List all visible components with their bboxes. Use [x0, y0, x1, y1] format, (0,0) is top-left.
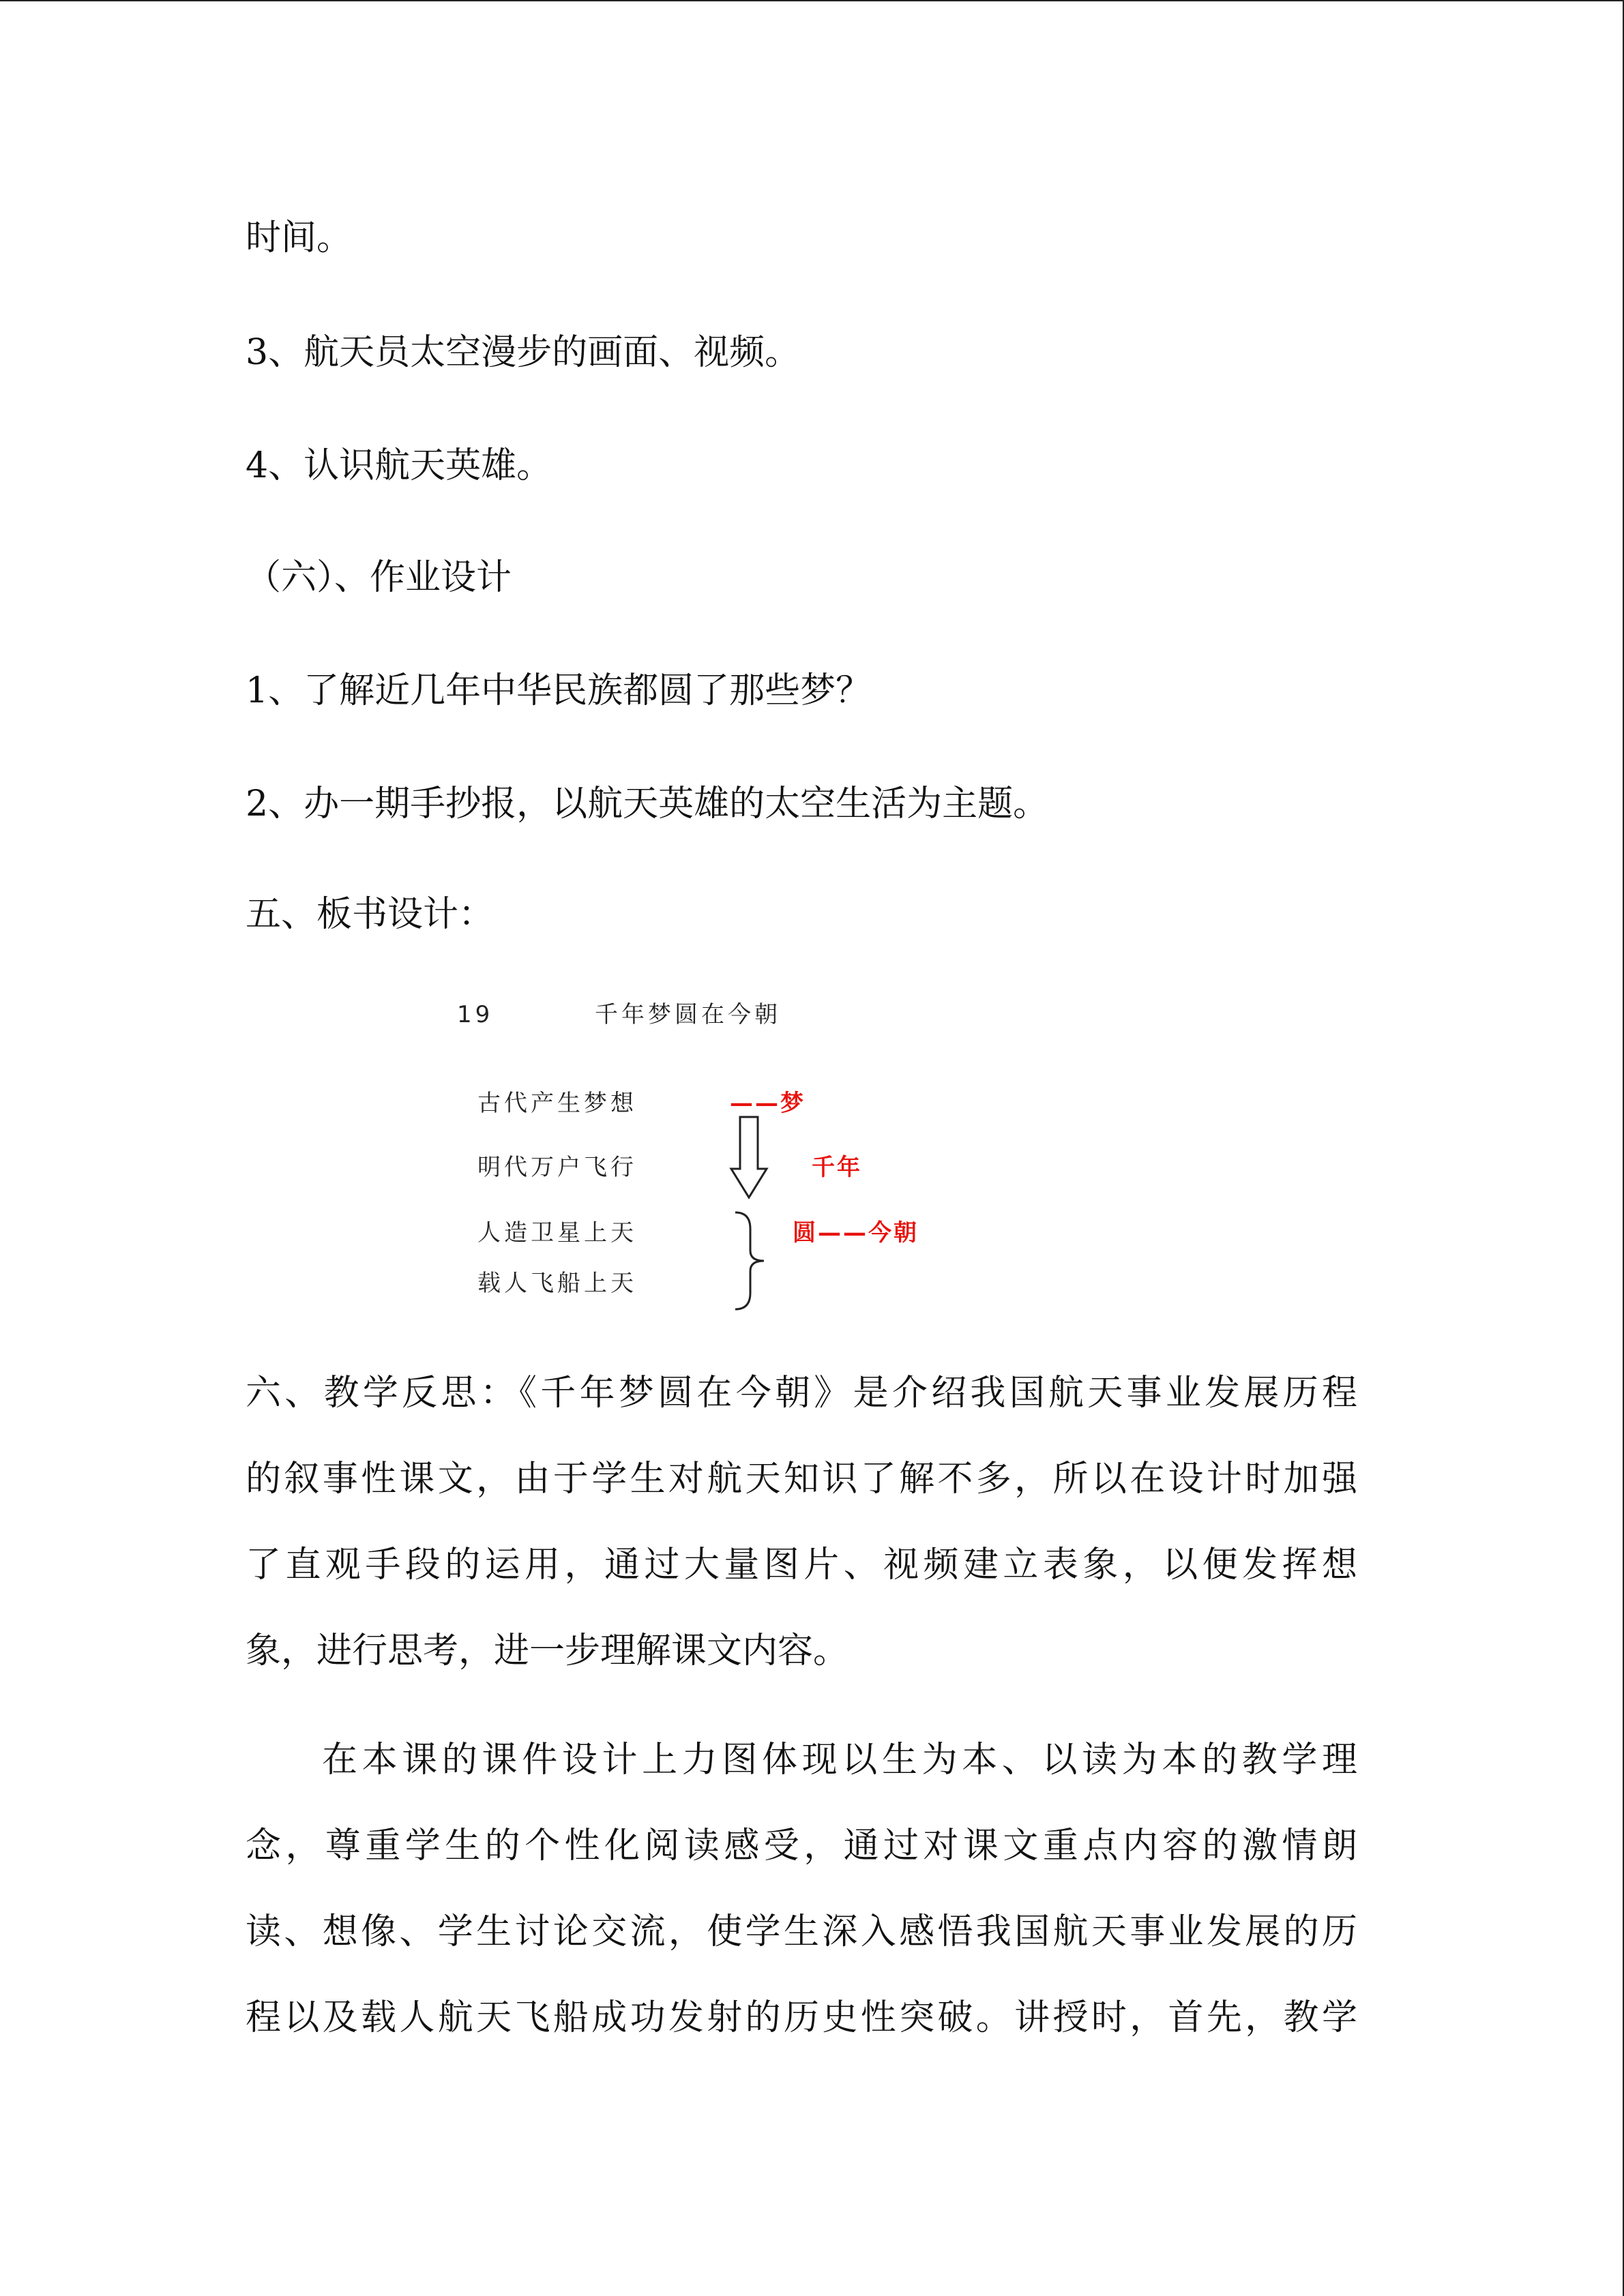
section-heading-homework: （六）、作业设计 [246, 557, 512, 598]
reflection-line-1: 六、教学反思：《千年梦圆在今朝》是介绍我国航天事业发展历程 [246, 1373, 1357, 1414]
text-line-item-3: 3、航天员太空漫步的画面、视频。 [246, 332, 801, 373]
board-row-ming-flight: 明代万户飞行 [477, 1154, 637, 1181]
board-label-thousand-years: 千年 [812, 1154, 862, 1181]
text-line-time: 时间。 [246, 218, 353, 258]
text-line-homework-2: 2、办一期手抄报，以航天英雄的太空生活为主题。 [246, 784, 1049, 824]
board-row-ancient-dream: 古代产生梦想 [477, 1090, 637, 1117]
board-label-fulfilled-today: 圆——今朝 [793, 1219, 919, 1247]
board-row-satellite: 人造卫星上天 [477, 1219, 637, 1247]
board-title: 千年梦圆在今朝 [595, 1001, 781, 1028]
reflection-line-3: 了直观手段的运用，通过大量图片、视频建立表象，以便发挥想 [246, 1545, 1357, 1585]
board-row-manned-spacecraft: 载人飞船上天 [477, 1270, 637, 1297]
reflection-line-4: 象，进行思考，进一步理解课文内容。 [246, 1630, 849, 1671]
down-arrow-icon [728, 1116, 769, 1200]
right-brace-icon [731, 1210, 772, 1312]
text-line-item-4: 4、认识航天英雄。 [246, 445, 552, 486]
board-lesson-number: 19 [457, 1001, 494, 1028]
section-heading-board-design: 五、板书设计： [246, 894, 494, 935]
board-design-diagram [443, 982, 1057, 1309]
paragraph2-line-3: 读、想像、学生讨论交流，使学生深入感悟我国航天事业发展的历 [246, 1911, 1357, 1952]
reflection-line-2: 的叙事性课文，由于学生对航天知识了解不多，所以在设计时加强 [246, 1459, 1357, 1500]
text-line-homework-1: 1、了解近几年中华民族都圆了那些梦？ [246, 670, 872, 711]
paragraph2-line-1: 在本课的课件设计上力图体现以生为本、以读为本的教学理 [322, 1740, 1357, 1780]
paragraph2-line-2: 念，尊重学生的个性化阅读感受，通过对课文重点内容的激情朗 [246, 1825, 1357, 1866]
board-label-dream: ——梦 [730, 1090, 806, 1117]
paragraph2-line-4: 程以及载人航天飞船成功发射的历史性突破。讲授时，首先，教学 [246, 1997, 1357, 2038]
